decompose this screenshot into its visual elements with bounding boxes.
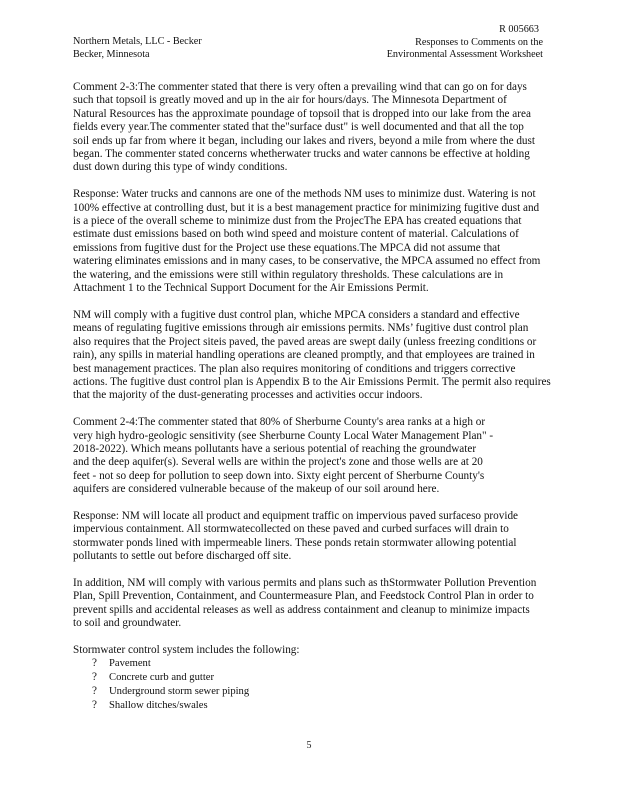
text-line: that the majority of the dust-generating processes and activities occur indoors. bbox=[73, 389, 423, 402]
text-line: soil ends up far from where it began, including our lakes and rivers, beyond a mile from where the dust bbox=[73, 134, 535, 147]
list-item-text: Pavement bbox=[109, 658, 151, 670]
text-line: stormwater ponds lined with impermeable liners. These ponds retain stormwater allowing potential bbox=[73, 536, 517, 549]
text-line: and the deep aquifer(s). Several wells are within the project's zone and those wells are at 20 bbox=[73, 456, 483, 469]
text-line: fields every year.The commenter stated that the"surface dust" is well documented and that all the top bbox=[73, 121, 524, 134]
stormwater-section bbox=[73, 644, 613, 713]
permits-plans-paragraph bbox=[73, 577, 613, 631]
response-2-3-paragraph bbox=[73, 188, 613, 295]
text-line: In addition, NM will comply with various permits and plans such as thStormwater Pollution Prevention bbox=[73, 576, 537, 589]
text-line: Comment 2-3:The commenter stated that there is very often a prevailing wind that can go on for days bbox=[73, 81, 527, 93]
text-line: best management practices. The plan also requires monitoring of conditions and triggers corrective bbox=[73, 362, 516, 375]
text-line: very high hydro-geologic sensitivity (see Sherburne County Local Water Management Plan" - bbox=[73, 429, 494, 442]
text-line: means of regulating fugitive emissions through air emissions permits. NMs’ fugitive dust control plan bbox=[73, 322, 529, 335]
text-line: feet - not so deep for pollution to seep down into. Sixty eight percent of Sherburne County's bbox=[73, 469, 485, 482]
bullet-placeholder-icon: ? bbox=[92, 671, 97, 684]
text-line: aquifers are considered vulnerable because of the makeup of our soil around here. bbox=[73, 483, 440, 496]
text-line: Response: Water trucks and cannons are one of the methods NM uses to minimize dust. Watering is not bbox=[73, 188, 536, 201]
text-line: NM will comply with a fugitive dust control plan, whiche MPCA considers a standard and effective bbox=[73, 308, 520, 321]
text-line: watering eliminates emissions and in many cases, to be conservative, the MPCA assumed no effect from bbox=[73, 255, 541, 268]
text-line: dust down during this type of windy conditions. bbox=[73, 161, 288, 174]
list-item bbox=[73, 699, 613, 713]
header-right bbox=[387, 24, 543, 62]
header-left bbox=[73, 36, 202, 61]
text-line: to soil and groundwater. bbox=[73, 617, 182, 630]
dust-control-plan-paragraph bbox=[73, 309, 613, 403]
header-doc-title-line-1: Responses to Comments on the bbox=[415, 36, 543, 48]
text-line: estimate dust emissions based on both wind speed and moisture content of material. Calculations of bbox=[73, 228, 519, 241]
page-number: 5 bbox=[306, 740, 312, 751]
text-line: such that topsoil is greatly moved and up in the air for hours/days. The Minnesota Department of bbox=[73, 94, 507, 107]
comment-2-4-paragraph bbox=[73, 416, 613, 496]
list-item bbox=[73, 685, 613, 699]
text-line: Plan, Spill Prevention, Containment, and Countermeasure Plan, and Feedstock Control Plan in order to bbox=[73, 590, 534, 603]
list-item bbox=[73, 657, 613, 671]
text-line: rain), any spills in material handling operations are cleaned promptly, and that employees are trained in bbox=[73, 349, 535, 362]
text-line: also requires that the Project siteis paved, the paved areas are swept daily (unless freezing conditions or bbox=[73, 335, 537, 348]
text-line: Natural Resources has the approximate poundage of topsoil that is dropped into our lake from the area bbox=[73, 107, 531, 120]
text-line: Comment 2-4:The commenter stated that 80% of Sherburne County's area ranks at a high or bbox=[73, 416, 486, 429]
list-item-text: Concrete curb and gutter bbox=[109, 672, 215, 684]
bates-number: R 005663 bbox=[499, 24, 539, 35]
response-2-4-paragraph bbox=[73, 510, 613, 564]
list-item-text: Shallow ditches/swales bbox=[109, 700, 208, 712]
list-item bbox=[73, 671, 613, 685]
text-line: the watering, and the emissions were still within regulatory thresholds. These calculations are in bbox=[73, 268, 504, 281]
document-body bbox=[73, 81, 613, 713]
text-line: emissions from fugitive dust for the Project use these equations.The MPCA did not assume that bbox=[73, 241, 501, 254]
text-line: began. The commenter stated concerns whetherwater trucks and water cannons be effective at holding bbox=[73, 148, 530, 161]
comment-2-3-paragraph bbox=[73, 81, 613, 175]
list-item-text: Underground storm sewer piping bbox=[109, 686, 250, 698]
stormwater-intro: Stormwater control system includes the following: bbox=[73, 643, 300, 656]
text-line: Response: NM will locate all product and equipment traffic on impervious paved surfaceso provide bbox=[73, 509, 518, 522]
text-line: 100% effective at controlling dust, but it is a best management practice for minimizing fugitive dust and bbox=[73, 201, 540, 214]
header-doc-title-line-2: Environmental Assessment Worksheet bbox=[386, 49, 543, 60]
text-line: is a piece of the overall scheme to minimize dust from the ProjecThe EPA has created equations that bbox=[73, 215, 522, 228]
bullet-placeholder-icon: ? bbox=[92, 699, 97, 712]
header-location: Becker, Minnesota bbox=[73, 48, 150, 60]
text-line: pollutants to settle out before discharged off site. bbox=[73, 550, 292, 563]
text-line: 2018-2022). Which means pollutants have a serious potential of reaching the groundwater bbox=[73, 442, 477, 455]
text-line: impervious containment. All stormwatecollected on these paved and curbed surfaces will drain to bbox=[73, 523, 509, 536]
text-line: actions. The fugitive dust control plan is Appendix B to the Air Emissions Permit. The permit also requires bbox=[73, 375, 551, 388]
header-company: Northern Metals, LLC - Becker bbox=[73, 36, 202, 47]
text-line: prevent spills and accidental releases as well as address containment and cleanup to minimize impacts bbox=[73, 603, 530, 616]
text-line: Attachment 1 to the Technical Support Document for the Air Emissions Permit. bbox=[73, 282, 429, 295]
bullet-placeholder-icon: ? bbox=[92, 657, 97, 670]
stormwater-list bbox=[73, 657, 613, 713]
bullet-placeholder-icon: ? bbox=[92, 685, 97, 698]
